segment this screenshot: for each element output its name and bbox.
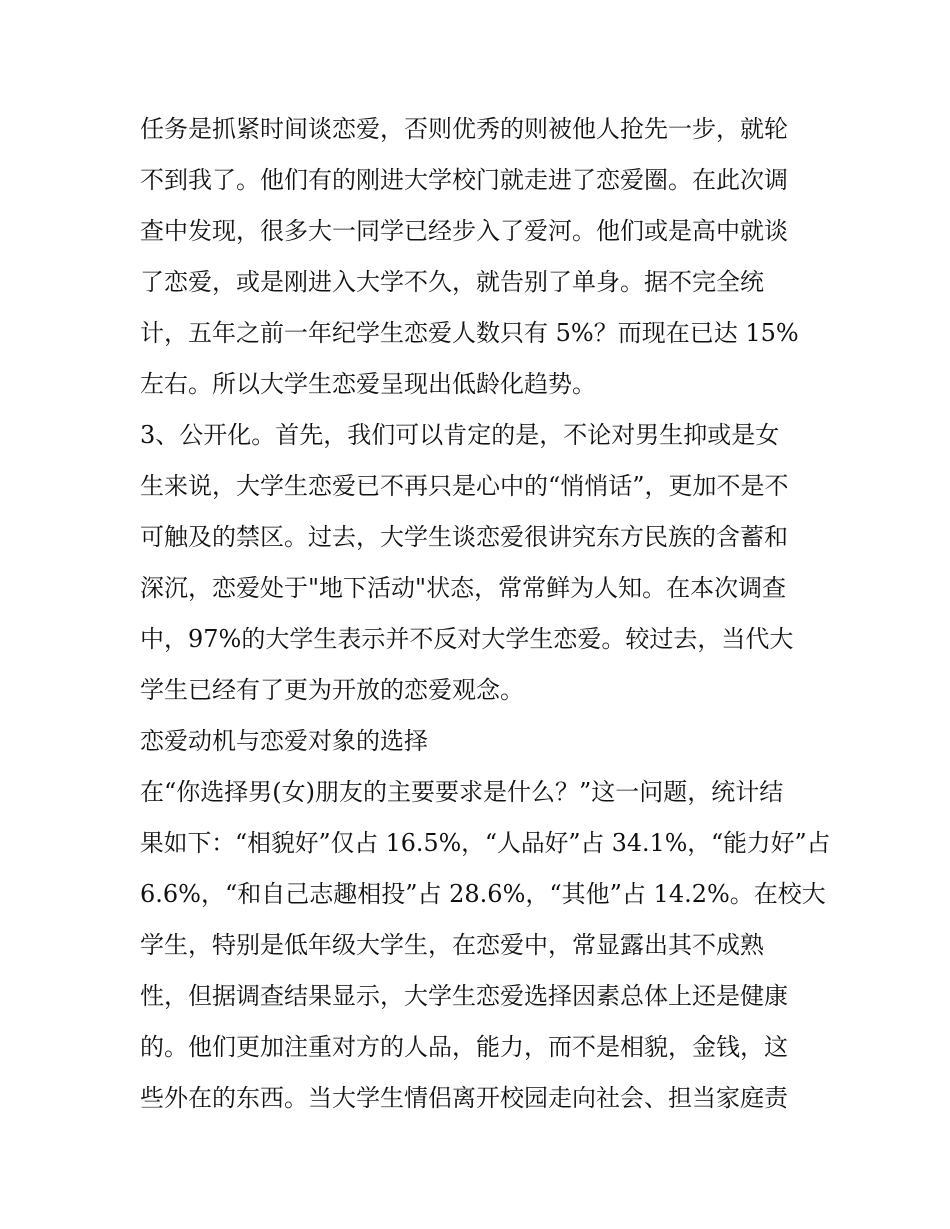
text-line-10: 深沉，恋爱处于"地下活动"状态，常常鲜为人知。在本次调查	[140, 574, 787, 602]
text-line-4: 了恋爱，或是刚进入大学不久，就告别了单身。据不完全统	[140, 268, 764, 296]
text-line-7: 3、公开化。首先，我们可以肯定的是，不论对男生抑或是女	[140, 421, 780, 449]
text-line-18: 性，但据调查结果显示，大学生恋爱选择因素总体上还是健康	[140, 982, 788, 1010]
text-line-11: 中，97%的大学生表示并不反对大学生恋爱。较过去，当代大	[140, 625, 794, 653]
text-line-16: 6.6%，“和自己志趣相投”占 28.6%，“其他”占 14.2%。在校大	[140, 880, 826, 908]
text-line-3: 查中发现，很多大一同学已经步入了爱河。他们或是高中就谈	[140, 217, 788, 245]
text-line-19: 的。他们更加注重对方的人品，能力，而不是相貌，金钱，这	[140, 1033, 788, 1061]
text-line-15: 果如下：“相貌好”仅占 16.5%，“人品好”占 34.1%，“能力好”占	[140, 829, 831, 857]
text-line-2: 不到我了。他们有的刚进大学校门就走进了恋爱圈。在此次调	[140, 166, 788, 194]
text-line-1: 任务是抓紧时间谈恋爱，否则优秀的则被他人抢先一步，就轮	[140, 115, 788, 143]
section-heading: 恋爱动机与恋爱对象的选择	[140, 727, 428, 755]
body-text	[140, 104, 831, 1124]
text-line-5: 计，五年之前一年纪学生恋爱人数只有 5%？而现在已达 15%	[140, 319, 799, 347]
text-line-8: 生来说，大学生恋爱已不再只是心中的“悄悄话”，更加不是不	[140, 472, 789, 500]
text-line-20: 些外在的东西。当大学生情侣离开校园走向社会、担当家庭责	[140, 1084, 788, 1112]
text-line-17: 学生，特别是低年级大学生，在恋爱中，常显露出其不成熟	[140, 931, 764, 959]
text-line-6: 左右。所以大学生恋爱呈现出低龄化趋势。	[140, 370, 596, 398]
text-line-12: 学生已经有了更为开放的恋爱观念。	[140, 676, 524, 704]
text-line-9: 可触及的禁区。过去，大学生谈恋爱很讲究东方民族的含蓄和	[140, 523, 788, 551]
text-line-14: 在“你选择男(女)朋友的主要要求是什么？”这一问题，统计结	[140, 778, 784, 806]
